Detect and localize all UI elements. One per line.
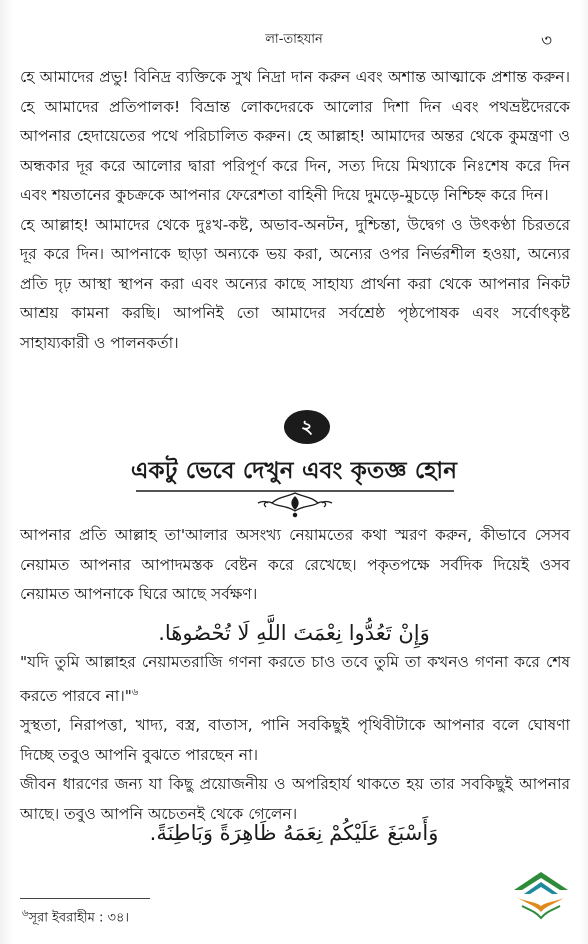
- quran-verse-2: وَأَسْبَغَ عَلَيْكُمْ نِعَمَهُ ظَاهِرَةً وَبَاطِنَةً.: [149, 821, 439, 845]
- blessings-paragraph-2: সুস্থতা, নিরাপত্তা, খাদ্য, বস্ত্র, বাতাস, পানি সবকিছুই পৃথিবীটাকে আপনার বলে ঘোষণা দিচ্ছে তবুও আপনি বুঝতে পারছেন না।: [20, 716, 570, 764]
- floral-ornament-icon: [258, 493, 332, 517]
- prayer-section: [20, 63, 570, 358]
- translation-text: "যদি তুমি আল্লাহর নেয়ামতরাজি গণনা করতে চাও তবে তুমি তা কখনও গণনা করে শেষ করতে পারবে না।": [20, 653, 570, 705]
- prayer-paragraph-2: হে আল্লাহ! আমাদের থেকে দুঃখ-কষ্ট, অভাব-অনটন, দুশ্চিন্তা, উদ্বেগ ও উৎকণ্ঠা চিরতরে দূর করে দিন। আপনাকে ছাড়া অন্যকে ভয় করা, অন্যের ওপর নির্ভরশীল হওয়া, অন্যের প্রতি দৃঢ় আস্থা স্থাপন করা এবং অন্যের কাছে সাহায্য প্রার্থনা করা থেকে আপনার নিকট আশ্রয় কামনা করছি। আপনিই তো আমাদের সর্বশ্রেষ্ঠ পৃষ্ঠপোষক এবং সর্বোৎকৃষ্ট সাহায্যকারী ও পালনকর্তা।: [20, 215, 570, 352]
- footnote-text: সূরা ইবরাহীম : ৩৪।: [28, 910, 130, 926]
- quran-verse-1: وَإِنْ تَعُدُّوا نِعْمَتَ اللَّهِ لَا تُحْصُوهَا.: [158, 621, 430, 645]
- prayer-paragraph-1: হে আমাদের প্রভু! বিনিদ্র ব্যক্তিকে সুখ নিদ্রা দান করুন এবং অশান্ত আত্মাকে প্রশান্ত করুন। হে আমাদের প্রতিপালক! বিভ্রান্ত লোকদেরকে আলোর দিশা দিন এবং পথভ্রষ্টদেরকে আপনার হেদায়েতের পথে পরিচালিত করুন। হে আল্লাহ! আমাদের অন্তর থেকে কুমন্ত্রণা ও অন্ধকার দূর করে আলোর দ্বারা পরিপূর্ণ করে দিন, সত্য দিয়ে মিথ্যাকে নিঃশেষ করে দিন এবং শয়তানের কুচক্রকে আপনার ফেরেশতা বাহিনী দিয়ে দুমড়ে-মুচড়ে নিশ্চিহ্ন করে দিন।: [20, 68, 570, 204]
- page-header: [0, 8, 588, 51]
- blessings-body: [20, 648, 570, 829]
- running-head: লা-তাহযান: [265, 32, 323, 47]
- blessings-intro: [20, 521, 570, 610]
- footnote: [22, 906, 129, 929]
- chapter-number-badge: ২: [284, 410, 330, 444]
- footnote-divider: [20, 898, 150, 899]
- footnote-marker: ৬: [22, 908, 29, 919]
- footnote-ref: ৬: [131, 686, 139, 698]
- ornament-divider: [136, 483, 454, 523]
- blessings-paragraph-3: জীবন ধারণের জন্য যা কিছু প্রয়োজনীয় ও অপরিহার্য থাকতে হয় তার সবকিছুই আপনার আছে। তবুও আপনি অচেতনই থেকে গেলেন।: [20, 775, 570, 823]
- intro-paragraph: আপনার প্রতি আল্লাহ তা'আলার অসংখ্য নেয়ামতের কথা স্মরণ করুন, কীভাবে সেসব নেয়ামত আপনার আপাদমস্তক বেষ্টন করে রেখেছে। পকৃতপক্ষে সর্বদিক দিয়েই ওসব নেয়ামত আপনাকে ঘিরে আছে সর্বক্ষণ।: [20, 526, 570, 603]
- verse-translation: [20, 648, 570, 711]
- chapter-title: একটু ভেবে দেখুন এবং কৃতজ্ঞ হোন: [130, 458, 458, 484]
- page-number: ৩: [540, 31, 552, 51]
- publisher-logo-icon: [508, 868, 574, 920]
